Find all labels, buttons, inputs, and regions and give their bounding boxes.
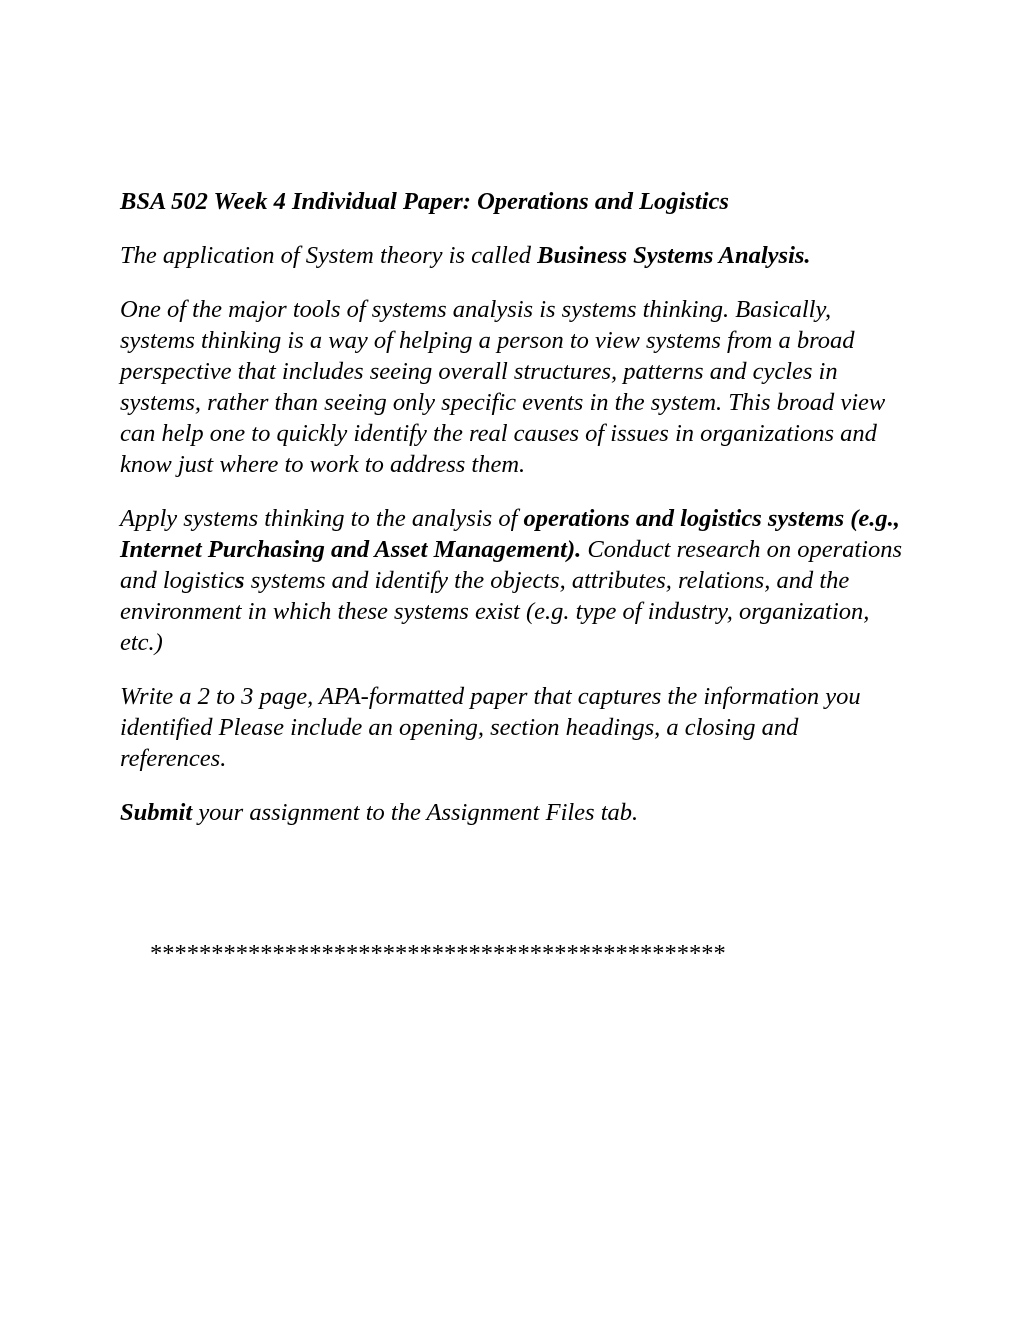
apply-bold-1: operations and logistics systems (e.g., Internet Purchasing and Asset Management). [120,505,900,563]
intro-text: The application of System theory is called [120,242,538,269]
apply-text-3: systems and identify the objects, attributes, relations, and the environment in which these systems exist (e.g. type of industry, organization, etc.) [120,567,870,656]
submit-bold: Submit [120,799,193,826]
paragraph-write: Write a 2 to 3 page, APA-formatted paper that captures the information you identified Please include an opening, section headings, a closing and references. [120,683,861,772]
intro-bold-term: Business Systems Analysis. [537,242,811,269]
paragraph-intro [120,240,910,271]
apply-text-1: Apply systems thinking to the analysis of [120,505,524,532]
apply-text-2: Conduct research on operations and logistic [120,536,903,594]
paragraph-systems-thinking: One of the major tools of systems analysis is systems thinking. Basically, systems thinking is a way of helping a person to view systems from a broad perspective that includes seeing overall structures, patterns and cycles in systems, rather than seeing only specific events in the system. This broad view can help one to quickly identify the real causes of issues in organizations and know just where to work to address them. [120,296,886,478]
apply-bold-2: s [235,567,245,594]
paragraph-apply [120,503,910,658]
separator-stars: *********************************************** [150,940,726,967]
submit-text: your assignment to the Assignment Files tab. [192,799,639,826]
paragraph-submit [120,797,910,828]
document-body [120,186,910,851]
document-title: BSA 502 Week 4 Individual Paper: Operations and Logistics [120,188,729,215]
